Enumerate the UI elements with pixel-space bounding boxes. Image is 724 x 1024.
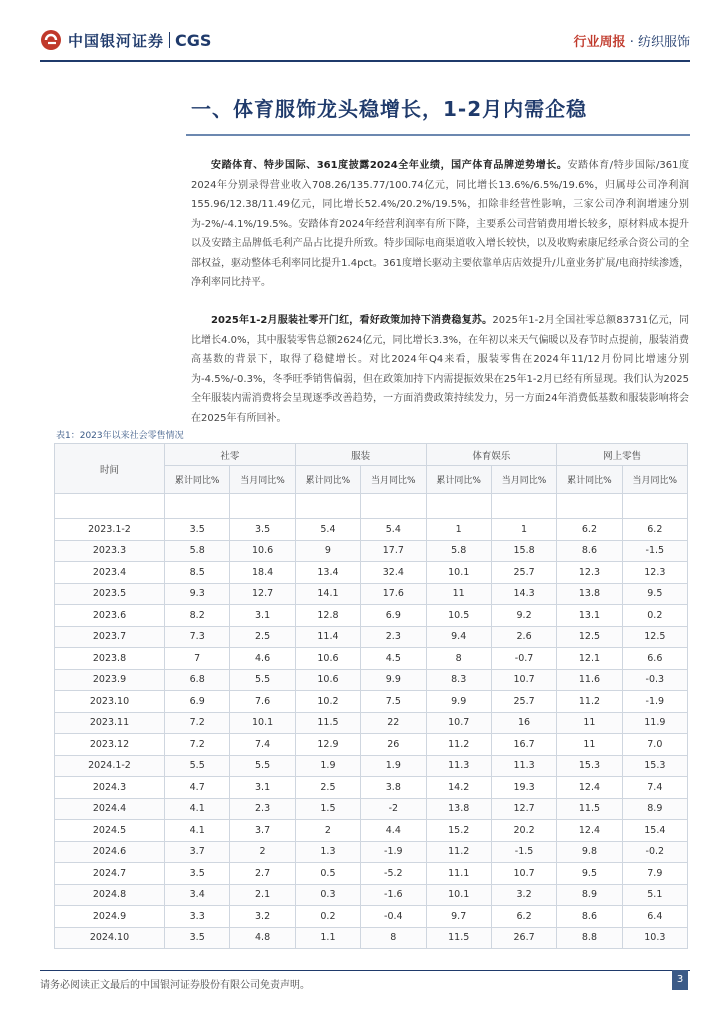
value-cell: 7.6 (230, 691, 295, 713)
value-cell: 12.4 (557, 777, 622, 799)
value-cell: 7.3 (165, 626, 230, 648)
period-cell: 2024.1-2 (55, 755, 165, 777)
value-cell: 10.1 (230, 712, 295, 734)
report-type: 行业周报 (573, 35, 626, 50)
value-cell: 22 (361, 712, 426, 734)
table-row (55, 583, 688, 605)
value-cell: 25.7 (491, 562, 556, 584)
table-caption: 表1：2023年以来社会零售情况 (56, 428, 188, 441)
value-cell: 7.2 (165, 734, 230, 756)
period-cell: 2023.3 (55, 540, 165, 562)
value-cell: 13.4 (295, 562, 360, 584)
table-row (55, 691, 688, 713)
table-row (55, 755, 688, 777)
value-cell: 17.7 (361, 540, 426, 562)
value-cell: 5.8 (426, 540, 491, 562)
value-cell: 8 (426, 648, 491, 670)
value-cell: 0.2 (622, 605, 687, 627)
group-header-retail: 社零 (165, 444, 296, 466)
value-cell: 6.4 (622, 906, 687, 928)
value-cell: 10.1 (426, 884, 491, 906)
value-cell: 4.1 (165, 798, 230, 820)
value-cell: -1.9 (361, 841, 426, 863)
value-cell: 16 (491, 712, 556, 734)
value-cell: 3.3 (165, 906, 230, 928)
value-cell: 9 (295, 540, 360, 562)
table-row (55, 669, 688, 691)
value-cell: 5.4 (361, 519, 426, 541)
sub-header: 累计同比% (295, 466, 360, 494)
value-cell: 11.3 (491, 755, 556, 777)
value-cell: -1.5 (491, 841, 556, 863)
value-cell: 3.2 (491, 884, 556, 906)
value-cell: 11 (557, 712, 622, 734)
value-cell: 2.1 (230, 884, 295, 906)
group-header-sports: 体育娱乐 (426, 444, 557, 466)
value-cell: 26 (361, 734, 426, 756)
period-cell: 2023.12 (55, 734, 165, 756)
value-cell: 3.5 (165, 927, 230, 949)
group-header-online: 网上零售 (557, 444, 688, 466)
value-cell: 11.1 (426, 863, 491, 885)
value-cell: 5.5 (230, 755, 295, 777)
value-cell: 4.1 (165, 820, 230, 842)
value-cell: 15.3 (622, 755, 687, 777)
value-cell: 7.4 (622, 777, 687, 799)
value-cell: 13.8 (557, 583, 622, 605)
table-group-header-row (55, 444, 688, 466)
value-cell: 19.3 (491, 777, 556, 799)
table-row (55, 906, 688, 928)
value-cell: 2.5 (230, 626, 295, 648)
value-cell: 12.8 (295, 605, 360, 627)
table-row (55, 626, 688, 648)
value-cell: 5.5 (230, 669, 295, 691)
table-row (55, 734, 688, 756)
value-cell: 10.5 (426, 605, 491, 627)
value-cell: 3.7 (230, 820, 295, 842)
value-cell: 32.4 (361, 562, 426, 584)
value-cell: 14.3 (491, 583, 556, 605)
company-logo (40, 28, 211, 52)
value-cell: 11.5 (557, 798, 622, 820)
value-cell: -0.2 (622, 841, 687, 863)
paragraph-body: 2025年1-2月全国社零总额83731亿元，同比增长4.0%，其中服装零售总额2624亿元，同比增长3.3%，在年初以来天气偏暖以及春节时点提前，服装消费高基数的背景下，取得了稳健增长。对比2024年Q4来看，服装零售在2024年11/12月份同比增速分别为-4.5%/-0.3%，冬季旺季销售偏弱，但在政策加持下内需提振效果在25年1-2月已经有所显现。我们认为2025全年服装内需消费将会呈现逐季改善趋势，一方面消费政策持续发力，另一方面24年消费低基数和服装影响将会在2025年有所回补。 (191, 315, 689, 424)
value-cell: 13.1 (557, 605, 622, 627)
retail-table-container (54, 443, 688, 949)
paragraph-sports-brands (191, 156, 689, 290)
value-cell: 9.9 (361, 669, 426, 691)
table-row (55, 519, 688, 541)
value-cell: 3.4 (165, 884, 230, 906)
period-cell: 2023.4 (55, 562, 165, 584)
paragraph-lead: 安踏体育、特步国际、361度披露2024全年业绩，国产体育品牌逆势增长。 (211, 160, 568, 171)
table-row (55, 863, 688, 885)
value-cell: -0.4 (361, 906, 426, 928)
logo-chinese-name: 中国银河证券 (68, 31, 165, 50)
value-cell: 7.4 (230, 734, 295, 756)
period-cell: 2023.9 (55, 669, 165, 691)
value-cell: 0.5 (295, 863, 360, 885)
value-cell: 4.7 (165, 777, 230, 799)
table-row (55, 605, 688, 627)
value-cell: 10.7 (426, 712, 491, 734)
table-row (55, 562, 688, 584)
value-cell: 13.8 (426, 798, 491, 820)
value-cell: 15.3 (557, 755, 622, 777)
sub-header: 当月同比% (491, 466, 556, 494)
value-cell: 7.5 (361, 691, 426, 713)
period-cell: 2023.7 (55, 626, 165, 648)
group-header-apparel: 服装 (295, 444, 426, 466)
report-industry: 纺织服饰 (637, 35, 690, 50)
value-cell: 7.2 (165, 712, 230, 734)
value-cell: 6.9 (165, 691, 230, 713)
value-cell: 5.8 (165, 540, 230, 562)
period-cell: 2023.6 (55, 605, 165, 627)
period-cell: 2024.4 (55, 798, 165, 820)
section-title-rule (186, 134, 690, 136)
header-rule (40, 60, 690, 62)
period-cell: 2024.10 (55, 927, 165, 949)
cgs-logo-icon (40, 29, 62, 51)
value-cell: 12.4 (557, 820, 622, 842)
section-title: 一、体育服饰龙头稳增长，1-2月内需企稳 (191, 97, 588, 121)
value-cell: 9.5 (622, 583, 687, 605)
value-cell: 12.5 (557, 626, 622, 648)
value-cell: 3.1 (230, 777, 295, 799)
value-cell: 8.2 (165, 605, 230, 627)
value-cell: 11.3 (426, 755, 491, 777)
footer-rule (40, 970, 690, 971)
value-cell: 9.8 (557, 841, 622, 863)
table-row (55, 712, 688, 734)
value-cell: 2.6 (491, 626, 556, 648)
value-cell: 1 (491, 519, 556, 541)
value-cell: 6.2 (491, 906, 556, 928)
value-cell: 6.6 (622, 648, 687, 670)
value-cell: 11.9 (622, 712, 687, 734)
value-cell: 9.3 (165, 583, 230, 605)
value-cell: 2.3 (361, 626, 426, 648)
value-cell: 3.8 (361, 777, 426, 799)
paragraph-body: 安踏体育/特步国际/361度2024年分别录得营业收入708.26/135.77/100.74亿元，同比增长13.6%/6.5%/19.6%，归属母公司净利润155.96/12.38/11.49亿元，同比增长52.4%/20.2%/19.5%，扣除非经营性影响，三家公司净利润增速分别为-2%/-4.1%/19.5%。安踏体育2024年经营利润率有所下降，主要系公司营销费用增长较多，原材料成本提升以及安踏主品牌低毛利产品占比提升所致。特步国际电商渠道收入增长较快，以及收购索康尼经承合资公司的全部权益，驱动整体毛利率同比提升1.4pct。361度增长驱动主要依靠单店店效提升/儿童业务扩展/电商持续渗透，净利率同比持平。 (191, 160, 689, 288)
value-cell: 12.1 (557, 648, 622, 670)
value-cell: 3.2 (230, 906, 295, 928)
retail-sales-table (54, 443, 688, 949)
value-cell: 12.3 (557, 562, 622, 584)
value-cell: 10.3 (622, 927, 687, 949)
value-cell: 26.7 (491, 927, 556, 949)
value-cell: 10.7 (491, 669, 556, 691)
value-cell: -1.9 (622, 691, 687, 713)
sub-header: 累计同比% (426, 466, 491, 494)
value-cell: 16.7 (491, 734, 556, 756)
value-cell: 1.5 (295, 798, 360, 820)
value-cell: -5.2 (361, 863, 426, 885)
value-cell: 10.2 (295, 691, 360, 713)
value-cell: 3.1 (230, 605, 295, 627)
value-cell: 3.5 (165, 519, 230, 541)
value-cell: 2.7 (230, 863, 295, 885)
period-cell: 2023.5 (55, 583, 165, 605)
footer-disclaimer: 请务必阅读正文最后的中国银河证券股份有限公司免责声明。 (40, 980, 310, 991)
value-cell: 8 (361, 927, 426, 949)
value-cell: 11 (557, 734, 622, 756)
value-cell: 8.6 (557, 540, 622, 562)
value-cell: -0.7 (491, 648, 556, 670)
value-cell: 1.1 (295, 927, 360, 949)
value-cell: 11.2 (426, 734, 491, 756)
value-cell: 5.1 (622, 884, 687, 906)
value-cell: 9.5 (557, 863, 622, 885)
logo-english-name: CGS (175, 30, 212, 50)
value-cell: 14.1 (295, 583, 360, 605)
table-row (55, 798, 688, 820)
value-cell: 14.2 (426, 777, 491, 799)
value-cell: 11 (426, 583, 491, 605)
value-cell: 11.2 (557, 691, 622, 713)
value-cell: 2 (295, 820, 360, 842)
value-cell: 11.5 (426, 927, 491, 949)
period-cell: 2024.3 (55, 777, 165, 799)
value-cell: 8.5 (165, 562, 230, 584)
value-cell: 10.6 (295, 669, 360, 691)
sub-header: 累计同比% (165, 466, 230, 494)
value-cell: 2.5 (295, 777, 360, 799)
sub-header: 累计同比% (557, 466, 622, 494)
table-row (55, 884, 688, 906)
value-cell: 4.6 (230, 648, 295, 670)
table-row (55, 648, 688, 670)
paragraph-lead: 2025年1-2月服装社零开门红，看好政策加持下消费稳复苏。 (211, 315, 493, 326)
value-cell: 1.9 (295, 755, 360, 777)
value-cell: 6.8 (165, 669, 230, 691)
table-row (55, 777, 688, 799)
value-cell: 11.6 (557, 669, 622, 691)
table-row (55, 820, 688, 842)
table-row (55, 841, 688, 863)
value-cell: 6.9 (361, 605, 426, 627)
value-cell: 1 (426, 519, 491, 541)
value-cell: 5.5 (165, 755, 230, 777)
page-number: 3 (672, 970, 688, 990)
value-cell: 25.7 (491, 691, 556, 713)
value-cell: 12.3 (622, 562, 687, 584)
table-row (55, 927, 688, 949)
value-cell: 8.9 (557, 884, 622, 906)
value-cell: 10.6 (230, 540, 295, 562)
value-cell: -2 (361, 798, 426, 820)
period-cell: 2024.7 (55, 863, 165, 885)
period-cell: 2023.1-2 (55, 519, 165, 541)
value-cell: 15.2 (426, 820, 491, 842)
value-cell: 9.4 (426, 626, 491, 648)
value-cell: -1.6 (361, 884, 426, 906)
value-cell: 0.2 (295, 906, 360, 928)
value-cell: 1.9 (361, 755, 426, 777)
value-cell: 18.4 (230, 562, 295, 584)
period-cell: 2024.8 (55, 884, 165, 906)
value-cell: 6.2 (622, 519, 687, 541)
value-cell: 10.7 (491, 863, 556, 885)
value-cell: 4.5 (361, 648, 426, 670)
table-spacer-row (55, 494, 688, 519)
value-cell: 20.2 (491, 820, 556, 842)
paragraph-retail-sales (191, 311, 689, 436)
value-cell: 3.7 (165, 841, 230, 863)
value-cell: 10.6 (295, 648, 360, 670)
period-cell: 2024.9 (55, 906, 165, 928)
value-cell: 15.8 (491, 540, 556, 562)
table-row (55, 540, 688, 562)
page-header (0, 0, 724, 70)
value-cell: 0.3 (295, 884, 360, 906)
sub-header: 当月同比% (230, 466, 295, 494)
value-cell: 12.5 (622, 626, 687, 648)
value-cell: 9.9 (426, 691, 491, 713)
value-cell: 4.4 (361, 820, 426, 842)
value-cell: 11.4 (295, 626, 360, 648)
value-cell: 8.8 (557, 927, 622, 949)
logo-divider (169, 32, 170, 48)
sub-header: 当月同比% (622, 466, 687, 494)
period-cell: 2024.6 (55, 841, 165, 863)
value-cell: 11.5 (295, 712, 360, 734)
value-cell: -0.3 (622, 669, 687, 691)
value-cell: 3.5 (230, 519, 295, 541)
table-body (55, 519, 688, 949)
value-cell: 9.2 (491, 605, 556, 627)
sub-header: 当月同比% (361, 466, 426, 494)
value-cell: 8.9 (622, 798, 687, 820)
report-category (574, 31, 690, 50)
value-cell: 10.1 (426, 562, 491, 584)
value-cell: 5.4 (295, 519, 360, 541)
value-cell: 8.3 (426, 669, 491, 691)
value-cell: -1.5 (622, 540, 687, 562)
period-cell: 2024.5 (55, 820, 165, 842)
value-cell: 9.7 (426, 906, 491, 928)
value-cell: 12.7 (230, 583, 295, 605)
value-cell: 7 (165, 648, 230, 670)
value-cell: 1.3 (295, 841, 360, 863)
value-cell: 2 (230, 841, 295, 863)
value-cell: 6.2 (557, 519, 622, 541)
value-cell: 15.4 (622, 820, 687, 842)
value-cell: 7.9 (622, 863, 687, 885)
value-cell: 12.9 (295, 734, 360, 756)
column-header-period: 时间 (55, 444, 165, 494)
period-cell: 2023.8 (55, 648, 165, 670)
value-cell: 12.7 (491, 798, 556, 820)
value-cell: 8.6 (557, 906, 622, 928)
period-cell: 2023.10 (55, 691, 165, 713)
value-cell: 2.3 (230, 798, 295, 820)
period-cell: 2023.11 (55, 712, 165, 734)
report-separator: · (629, 35, 634, 50)
value-cell: 11.2 (426, 841, 491, 863)
value-cell: 7.0 (622, 734, 687, 756)
value-cell: 4.8 (230, 927, 295, 949)
value-cell: 17.6 (361, 583, 426, 605)
value-cell: 3.5 (165, 863, 230, 885)
